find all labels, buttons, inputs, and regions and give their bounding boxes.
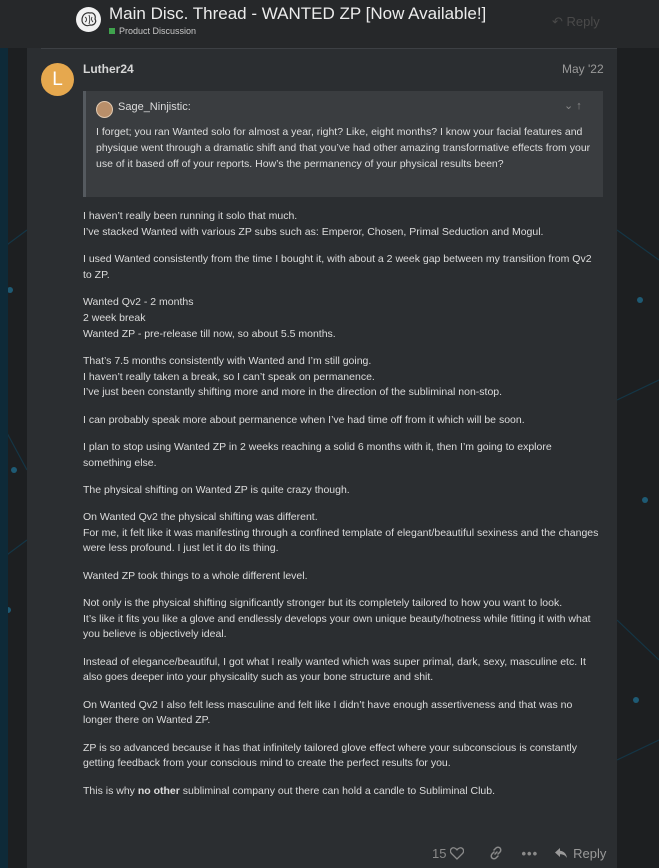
avatar[interactable]: L <box>41 63 74 96</box>
post-line: I used Wanted consistently from the time I bought it, with about a 2 week gap between my transition from Qv2 to ZP. <box>83 252 592 281</box>
post-paragraph <box>83 413 603 429</box>
post-paragraph <box>83 741 603 773</box>
post-line: The physical shifting on Wanted ZP is quite crazy though. <box>83 483 350 496</box>
post-line: I can probably speak more about permanence when I’ve had time off from it which will be soon. <box>83 413 525 426</box>
post-line: That’s 7.5 months consistently with Wanted and I’m still going. <box>83 354 372 367</box>
post-date[interactable]: May '22 <box>562 62 604 76</box>
reply-label: Reply <box>573 845 607 861</box>
post-line-before: This is why <box>83 784 138 797</box>
header-reply-button[interactable] <box>552 14 600 30</box>
post-line: Wanted ZP - pre-release till now, so about 5.5 months. <box>83 327 336 340</box>
arrow-up-icon[interactable]: ↑ <box>576 100 585 112</box>
post-panel <box>27 48 617 868</box>
post-line: Not only is the physical shifting significantly stronger but its completely tailored to how you want to look. <box>83 596 563 609</box>
category-badge[interactable] <box>109 26 196 36</box>
post-paragraph <box>83 698 603 730</box>
post-line: Instead of elegance/beautiful, I got what I really wanted which was super primal, dark, sexy, masculine etc. It also goes deeper into your physicality such as your bone structure and shit. <box>83 655 586 684</box>
header-reply-label: Reply <box>566 14 600 29</box>
post-line: On Wanted Qv2 I also felt less masculine and felt like I didn’t have enough assertiveness and that was no longer there on Wanted ZP. <box>83 698 573 727</box>
post-paragraph-final <box>83 784 603 800</box>
post-line: Wanted ZP took things to a whole different level. <box>83 569 308 582</box>
category-label: Product Discussion <box>119 26 197 36</box>
topic-header <box>0 0 659 48</box>
post-line: It’s like it fits you like a glove and endlessly develops your own unique beauty/hotness while fitting it with what you believe is objectively ideal. <box>83 612 591 641</box>
post-actions <box>432 844 606 862</box>
post-paragraph <box>83 295 603 342</box>
thread-title[interactable]: Main Disc. Thread - WANTED ZP [Now Available!] <box>109 4 487 23</box>
post-line: ZP is so advanced because it has that infinitely tailored glove effect where your subconscious is constantly getting feedback from your conscious mind to create the perfect results for you. <box>83 741 577 770</box>
post-paragraph <box>83 569 603 585</box>
post-line: I haven’t really been running it solo that much. <box>83 210 298 222</box>
reply-button[interactable] <box>554 846 606 861</box>
like-count: 15 <box>432 845 447 861</box>
post-line: I’ve stacked Wanted with various ZP subs such as: Emperor, Chosen, Primal Seduction and Mogul. <box>83 225 544 238</box>
quote-controls <box>564 99 585 112</box>
post-line: On Wanted Qv2 the physical shifting was different. <box>83 510 318 523</box>
post-line: 2 week break <box>83 311 146 324</box>
post-paragraph <box>83 209 603 241</box>
quote-avatar <box>96 101 113 118</box>
post-line-bold: no other <box>137 784 180 797</box>
header-reply-icon: ↶ <box>552 14 567 29</box>
heart-icon <box>450 847 464 860</box>
left-accent-strip <box>0 48 8 868</box>
post-line: I’ve just been constantly shifting more and more in the direction of the subliminal non-stop. <box>83 386 503 399</box>
quote-author[interactable]: Sage_Ninjistic: <box>118 101 191 113</box>
post-body <box>83 209 603 811</box>
quote-text: I forget; you ran Wanted solo for almost a year, right? Like, eight months? I know your facial features and physique went through a dramatic shift and that you’ve had other amazing transformative effects from your use of it based off of your reports. How’s the permanency of your physical results been? <box>96 126 591 170</box>
post-line: Wanted Qv2 - 2 months <box>83 295 194 308</box>
post-line: I haven’t really taken a break, so I can’t speak on permanence. <box>83 370 375 383</box>
post-author[interactable]: Luther24 <box>83 62 134 76</box>
post-line-after: subliminal company out there can hold a candle to Subliminal Club. <box>179 784 496 797</box>
quote-block <box>83 91 603 197</box>
more-options-icon[interactable]: ••• <box>521 845 539 861</box>
reply-icon <box>554 847 568 859</box>
divider <box>41 48 617 49</box>
post-paragraph <box>83 440 603 472</box>
post-line: I plan to stop using Wanted ZP in 2 weeks reaching a solid 6 months with it, then I’m going to explore something else. <box>83 440 552 469</box>
like-button[interactable] <box>432 846 464 861</box>
brain-logo-icon[interactable] <box>75 6 102 33</box>
post-paragraph <box>83 483 603 499</box>
post-paragraph <box>83 354 603 401</box>
post-line: For me, it felt like it was manifesting through a confined template of elegant/beautiful sexiness and the changes were less profound. I just let it do its thing. <box>83 526 599 555</box>
post-paragraph <box>83 252 603 284</box>
post-paragraph <box>83 655 603 687</box>
post-paragraph <box>83 510 603 557</box>
link-icon[interactable] <box>489 846 503 860</box>
chevron-down-icon[interactable]: ⌄ <box>564 100 577 112</box>
category-color-dot <box>109 28 115 34</box>
post-paragraph <box>83 596 603 643</box>
